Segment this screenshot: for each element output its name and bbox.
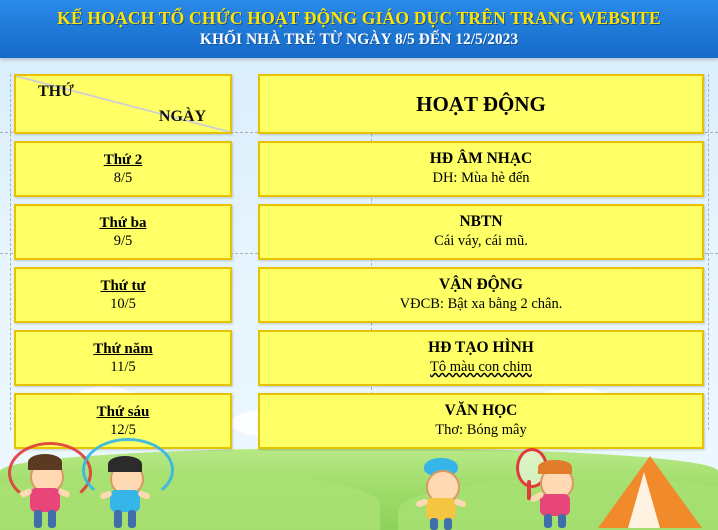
header-cell-day (14, 74, 232, 134)
activity-subtitle: VĐCB: Bật xa bằng 2 chân. (399, 296, 563, 313)
child-jumping-rope-left-icon (14, 442, 84, 528)
activity-title: VĂN HỌC (444, 402, 518, 420)
activity-title: HĐ TẠO HÌNH (428, 339, 534, 357)
activity-cell (258, 204, 704, 260)
day-cell (14, 267, 232, 323)
table-row (14, 141, 704, 197)
activity-subtitle: DH: Mùa hè đến (432, 170, 530, 187)
guide-line-vertical (10, 74, 11, 430)
day-date: 10/5 (110, 296, 136, 313)
day-date: 12/5 (110, 422, 136, 439)
activity-title: NBTN (459, 213, 503, 231)
header-label-thu: THỨ (38, 83, 74, 100)
table-header-row (14, 74, 704, 134)
activity-cell (258, 141, 704, 197)
poster-header (0, 0, 718, 58)
day-name: Thứ ba (99, 214, 147, 231)
guide-line-vertical (708, 74, 709, 430)
tent-opening-icon (628, 472, 660, 528)
day-name: Thứ năm (93, 340, 153, 357)
child-jumping-rope-right-icon (92, 442, 162, 528)
page-subtitle: KHỐI NHÀ TRẺ TỪ NGÀY 8/5 ĐẾN 12/5/2023 (199, 30, 519, 48)
activity-cell (258, 330, 704, 386)
day-date: 8/5 (113, 170, 133, 187)
day-name: Thứ tư (100, 277, 146, 294)
activity-subtitle: Thơ: Bóng mây (435, 422, 527, 439)
day-cell (14, 141, 232, 197)
activity-cell (258, 393, 704, 449)
table-row (14, 204, 704, 260)
header-label-ngay: NGÀY (158, 108, 206, 125)
table-row (14, 267, 704, 323)
activity-cell (258, 267, 704, 323)
header-cell-activity (258, 74, 704, 134)
activity-title: VẬN ĐỘNG (439, 276, 523, 294)
page-title: KẾ HOẠCH TỔ CHỨC HOẠT ĐỘNG GIÁO DỤC TRÊN TRANG WEBSITE (57, 8, 661, 28)
child-with-helmet-icon (410, 448, 474, 528)
schedule-table (14, 74, 704, 456)
day-name: Thứ 2 (103, 151, 143, 168)
day-name: Thứ sáu (96, 403, 150, 420)
header-label-activity: HOẠT ĐỘNG (416, 91, 546, 116)
child-with-racket-icon (510, 442, 590, 528)
activity-title: HĐ ÂM NHẠC (429, 150, 533, 168)
table-row (14, 330, 704, 386)
activity-subtitle: Tô màu con chim (430, 359, 532, 376)
day-date: 9/5 (113, 233, 133, 250)
day-cell (14, 204, 232, 260)
day-cell (14, 330, 232, 386)
day-date: 11/5 (110, 359, 136, 376)
activity-subtitle: Cái váy, cái mũ. (434, 233, 528, 250)
